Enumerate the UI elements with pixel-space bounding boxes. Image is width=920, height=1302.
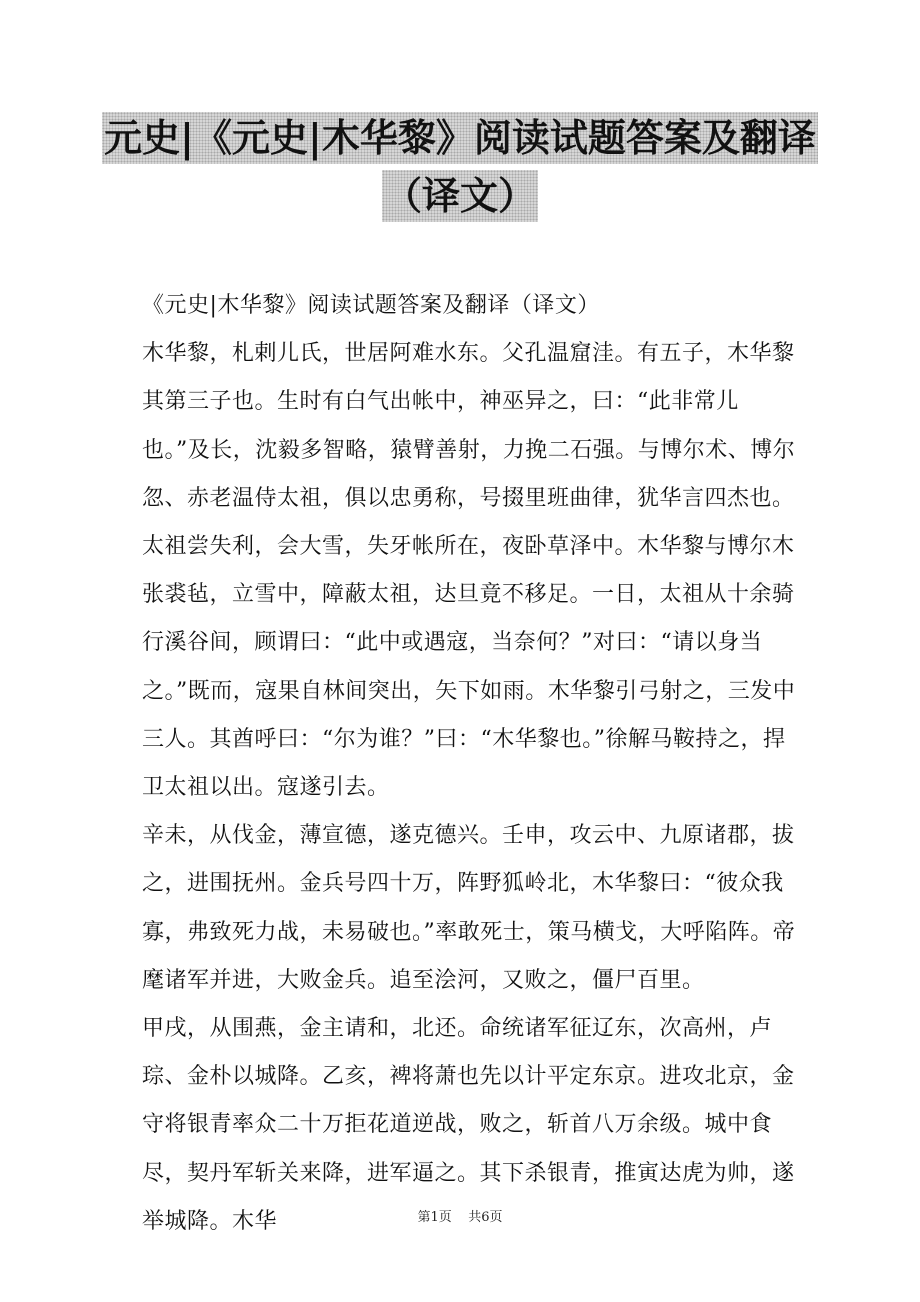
document-subtitle: 《元史|木华黎》阅读试题答案及翻译（译文） [142,293,600,318]
paragraph: 木华黎，札剌儿氏，世居阿难水东。父孔温窟洼。有五子，木华黎其第三子也。生时有白气出帐中，神巫异之，曰：“此非常儿也。”及长，沈毅多智略，猿臂善射，力挽二石强。与博尔术、博尔忽、赤老温侍太祖，俱以忠勇称，号掇里班曲律，犹华言四杰也。 [142,341,796,511]
title-line-1: 元史|《元史|木华黎》阅读试题答案及翻译 [102,112,818,164]
paragraph: 太祖尝失利，会大雪，失牙帐所在，夜卧草泽中。木华黎与博尔木张裘毡，立雪中，障蔽太祖，达旦竟不移足。一日，太祖从十余骑行溪谷间，顾谓曰：“此中或遇寇，当奈何？”对曰：“请以身当之。”既而，寇果自林间突出，矢下如雨。木华黎引弓射之，三发中三人。其酋呼曰：“尔为谁？”曰：“木华黎也。”徐解马鞍持之，捍卫太祖以出。寇遂引去。 [142,534,796,801]
document-title [0,112,920,222]
title-line-2: （译文） [382,170,538,222]
paragraph: 辛未，从伐金，薄宣德，遂克德兴。壬申，攻云中、九原诸郡，拔之，进围抚州。金兵号四十万，阵野狐岭北，木华黎曰：“彼众我寡，弗致死力战，未易破也。”率敢死士，策马横戈，大呼陷阵。帝麾诸军并进，大败金兵。追至浍河，又败之，僵尸百里。 [142,823,796,993]
paragraph: 甲戌，从围燕，金主请和，北还。命统诸军征辽东，次高州，卢琮、金朴以城降。乙亥，裨将萧也先以计平定东京。进攻北京，金守将银青率众二十万拒花道逆战，败之，斩首八万余级。城中食尽，契丹军斩关来降，进军逼之。其下杀银青，推寅达虎为帅，遂举城降。木华 [142,1016,795,1234]
page-footer: 第1页 共6页 [417,1210,503,1225]
document-body [142,282,802,1246]
